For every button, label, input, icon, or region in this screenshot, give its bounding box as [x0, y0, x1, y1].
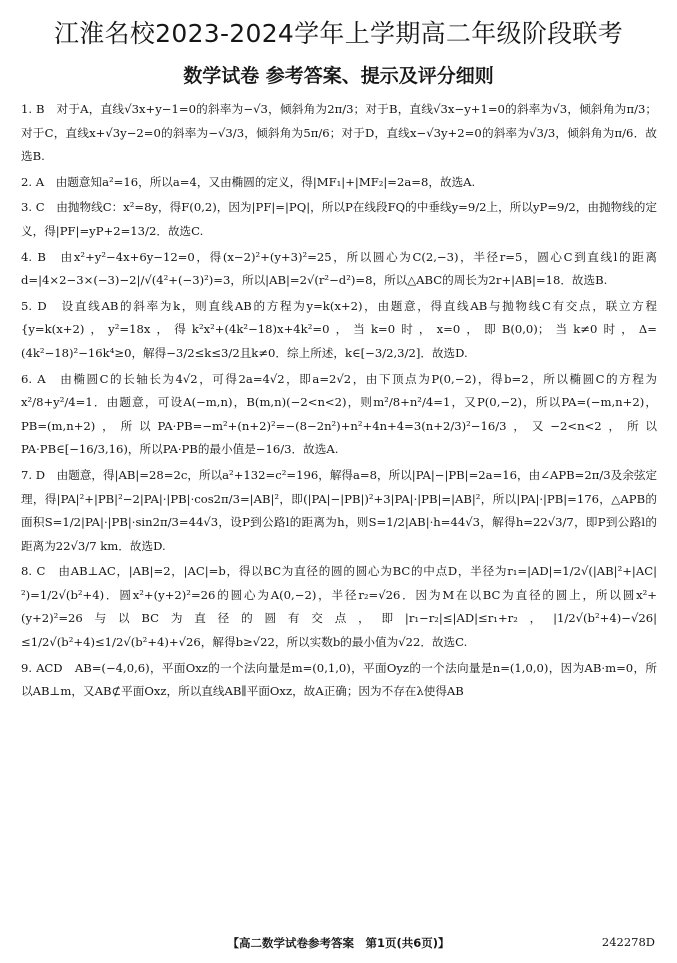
solution-3: 3. C 由抛物线C：x²=8y，得F(0,2)，因为|PF|=|PQ|，所以P在线段FQ的中垂线y=9/2上，所以yP=9/2，由抛物线的定义，得|PF|=yP+2=13/2．故选C.: [21, 200, 657, 238]
solution-2: 2. A 由题意知a²=16，所以a=4，又由椭圆的定义，得|MF₁|+|MF₂|=2a=8，故选A.: [21, 174, 476, 189]
page-title: 江淮名校2023-2024学年上学期高二年级阶段联考: [53, 19, 624, 48]
solution-1: 1. B 对于A，直线√3x+y−1=0的斜率为−√3，倾斜角为2π/3；对于B，直线√3x−y+1=0的斜率为√3，倾斜角为π/3；对于C，直线x+√3y−2=0的斜率为−√3/3，倾斜角为5π/6；对于D，直线x−√3y+2=0的斜率为√3/3，倾斜角为π/6．故选B.: [21, 102, 657, 164]
solution-5: 5. D 设直线AB的斜率为k，则直线AB的方程为y=k(x+2)，由题意，得直线AB与抛物线C有交点，联立方程{y=k(x+2)，y²=18x，得k²x²+(4k²−18)x+4k²=0，当k=0时，x=0，即B(0,0)；当k≠0时，Δ=(4k²−18)²−16k⁴≥0，解得−3/2≤k≤3/2且k≠0．综上所述，k∈[−3/2,3/2]．故选D.: [21, 298, 657, 360]
page-footer: [0, 935, 677, 953]
page-subtitle: 数学试卷 参考答案、提示及评分细则: [183, 65, 494, 87]
solutions-body: [21, 98, 657, 706]
solution-9: 9. ACD AB=(−4,0,6)，平面Oxz的一个法向量是m=(0,1,0)，平面Oyz的一个法向量是n=(1,0,0)，因为AB·m=0，所以AB⊥m，又AB⊄平面Oxz，所以直线AB∥平面Oxz，故A正确；因为不存在λ使得AB: [21, 660, 657, 699]
solution-8: 8. C 由AB⊥AC，|AB|=2，|AC|=b，得以BC为直径的圆的圆心为BC的中点D，半径为r₁=|AD|=1/2√(|AB|²+|AC|²)=1/2√(b²+4)．圆x²+(y+2)²=26的圆心为A(0,−2)，半径r₂=√26．因为M在以BC为直径的圆上，所以圆x²+(y+2)²=26与以BC为直径的圆有交点，即|r₁−r₂|≤|AD|≤r₁+r₂，|1/2√(b²+4)−√26|≤1/2√(b²+4)≤1/2√(b²+4)+√26，解得b≥√22，所以实数b的最小值为√22．故选C.: [21, 564, 657, 650]
footer-page-label: 【高二数学试卷参考答案 第1页(共6页)】: [227, 936, 450, 950]
solution-7: 7. D 由题意，得|AB|=28=2c，所以a²+132=c²=196，解得a=8，所以|PA|−|PB|=2a=16，由∠APB=2π/3及余弦定理，得|PA|²+|PB|²−2|PA|·|PB|·cos2π/3=|AB|²，即(|PA|−|PB|)²+3|PA|·|PB|=|AB|²，所以|PA|·|PB|=176，△APB的面积S=1/2|PA|·|PB|·sin2π/3=44√3，设P到公路l的距离为h，则S=1/2|AB|·h=44√3，解得h=22√3/7，即P到公路l的距离为22√3/7 km．故选D.: [21, 467, 658, 553]
solution-4: 4. B 由x²+y²−4x+6y−12=0，得(x−2)²+(y+3)²=25，所以圆心为C(2,−3)，半径r=5，圆心C到直线l的距离d=|4×2−3×(−3)−2|/√(4²+(−3)²)=3，所以|AB|=2√(r²−d²)=8，所以△ABC的周长为2r+|AB|=18．故选B.: [21, 249, 657, 288]
solution-6: 6. A 由椭圆C的长轴长为4√2，可得2a=4√2，即a=2√2，由下顶点为P(0,−2)，得b=2，所以椭圆C的方程为x²/8+y²/4=1．由题意，可设A(−m,n)，B(m,n)(−2<n<2)，则m²/8+n²/4=1，又P(0,−2)，所以PA=(−m,n+2)，PB=(m,n+2)，所以PA·PB=−m²+(n+2)²=−(8−2n²)+n²+4n+4=3(n+2/3)²−16/3，又−2<n<2，所以PA·PB∈[−16/3,16)，所以PA·PB的最小值是−16/3．故选A.: [21, 371, 657, 457]
footer-paper-code: 242278D: [601, 935, 655, 949]
